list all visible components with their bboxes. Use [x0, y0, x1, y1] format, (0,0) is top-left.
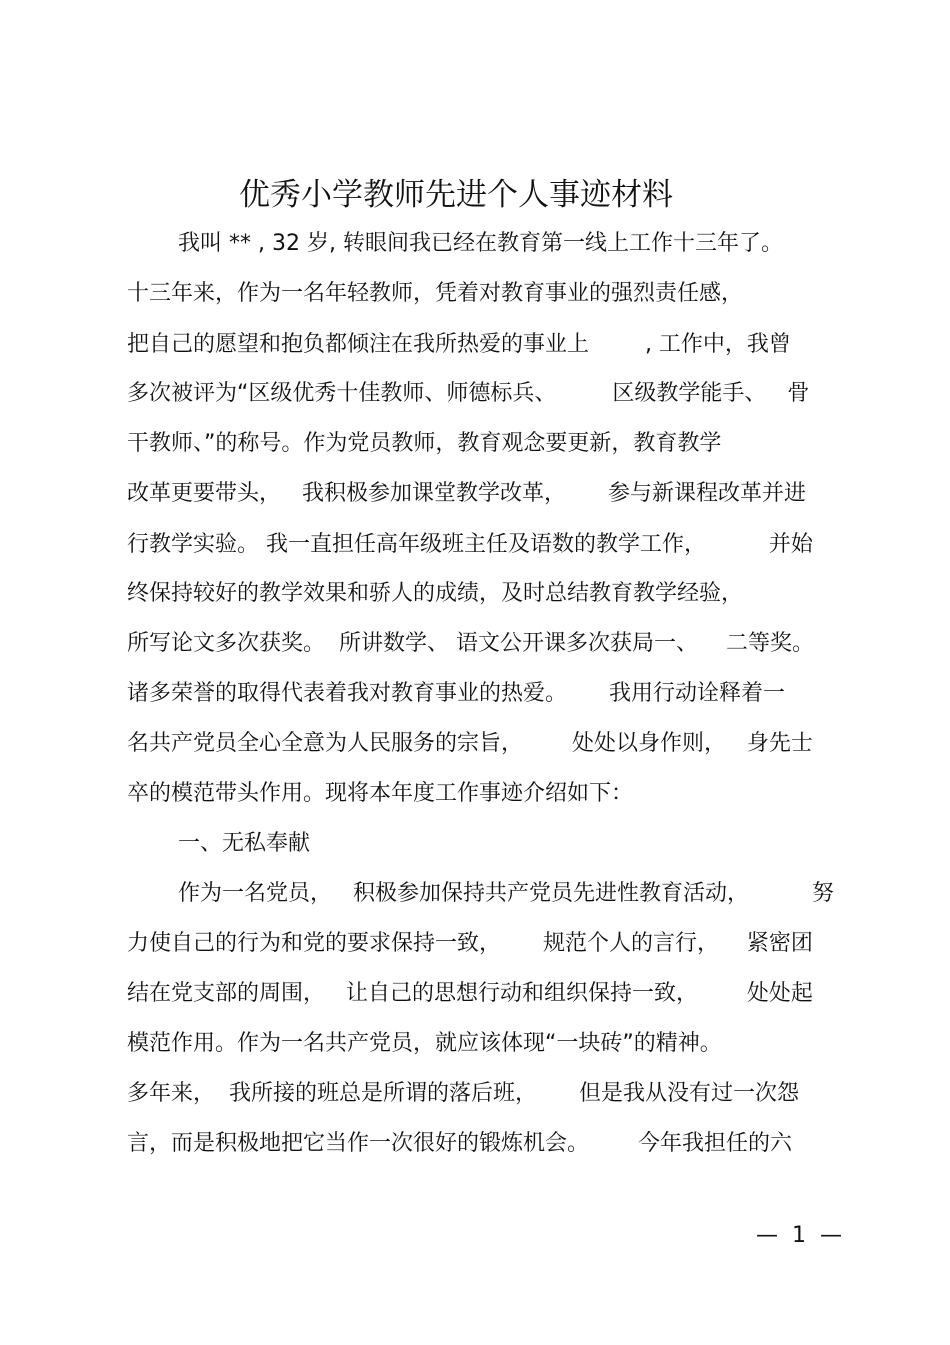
paragraph-line: 卒的模范带头作用。现将本年度工作事迹介绍如下：: [127, 781, 634, 806]
paragraph-line: 改革更要带头， 我积极参加课堂教学改革， 参与新课程改革并进: [127, 481, 806, 506]
paragraph-line: 模范作用。作为一名共产党员，就应该体现“一块砖”的精神。: [127, 1031, 722, 1056]
paragraph-line: 多年来， 我所接的班总是所谓的落后班， 但是我从没有过一次怨: [127, 1081, 799, 1106]
paragraph-line: 言，而是积极地把它当作一次很好的锻炼机会。 今年我担任的六: [127, 1131, 792, 1156]
paragraph-line: 结在党支部的周围， 让自己的思想行动和组织保持一致， 处处起: [127, 981, 813, 1006]
section-heading: 一、无私奉献: [178, 831, 311, 856]
paragraph-line: 我叫 ** , 32 岁, 转眼间我已经在教育第一线上工作十三年了。: [178, 231, 783, 256]
document-title: 优秀小学教师先进个人事迹材料: [239, 177, 673, 213]
paragraph-line: 诸多荣誉的取得代表着我对教育事业的热爱。 我用行动诠释着一: [127, 681, 785, 706]
paragraph-line: 干教师、”的称号。作为党员教师，教育观念要更新，教育教学: [127, 431, 722, 456]
paragraph-line: 作为一名党员， 积极参加保持共产党员先进性教育活动， 努: [178, 881, 834, 906]
paragraph-line: 十三年来，作为一名年轻教师，凭着对教育事业的强烈责任感，: [127, 281, 744, 306]
paragraph-line: 力使自己的行为和党的要求保持一致， 规范个人的言行， 紧密团: [127, 931, 813, 956]
paragraph-line: 多次被评为“区级优秀十佳教师、师德标兵、 区级教学能手、 骨: [127, 381, 810, 406]
paragraph-line: 名共产党员全心全意为人民服务的宗旨， 处处以身作则， 身先士: [127, 731, 813, 756]
paragraph-line: 终保持较好的教学效果和骄人的成绩，及时总结教育教学经验，: [127, 581, 744, 606]
paragraph-line: 把自己的愿望和抱负都倾注在我所热爱的事业上 , 工作中，我曾: [127, 332, 791, 357]
page-number: — 1 —: [756, 1223, 842, 1248]
paragraph-line: 所写论文多次获奖。 所讲数学、 语文公开课多次获局一、 二等奖。: [127, 631, 814, 656]
paragraph-line: 行教学实验。 我一直担任高年级班主任及语数的教学工作， 并始: [127, 532, 813, 557]
